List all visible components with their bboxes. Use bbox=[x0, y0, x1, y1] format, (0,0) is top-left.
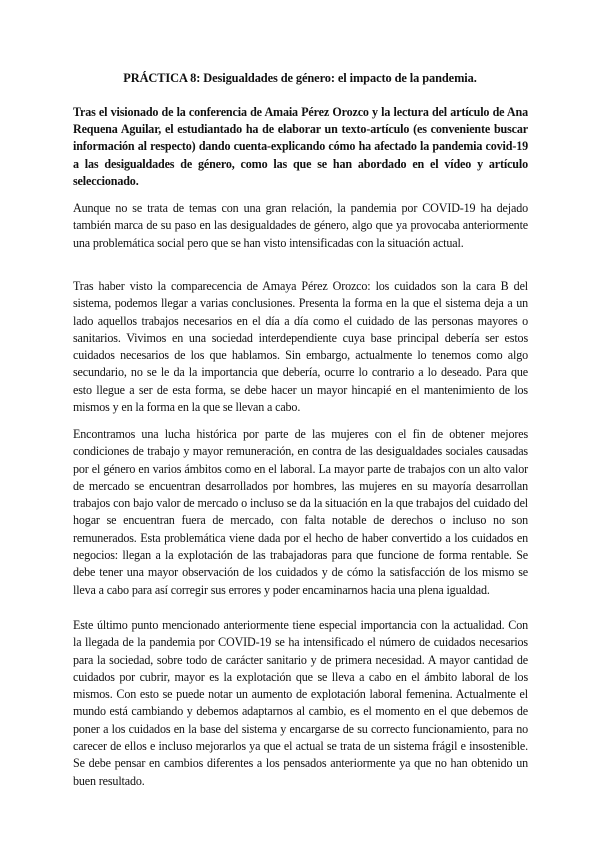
paragraph-1: Aunque no se trata de temas con una gran relación, la pandemia por COVID-19 ha dejado también marca de su paso en las desigualdades de género, algo que ya provocaba anteriormente una problemática social pero que se han visto intensificadas con la situación actual. bbox=[73, 201, 528, 250]
paragraph-2: Tras haber visto la comparecencia de Amaya Pérez Orozco: los cuidados son la cara B del sistema, podemos llegar a varias conclusiones. Presenta la forma en la que el sistema deja a un lado aquellos trabajos necesarios en el día a día como el cuidado de las personas mayores o sanitarios. Vivimos en una sociedad interdependiente cuya base principal debería ser estos cuidados necesarios de los que hablamos. Sin embargo, actualmente lo tenemos como algo secundario, no se le da la importancia que debería, ocurre lo contrario a lo deseado. Para que esto llegue a ser de esta forma, se debe hacer un mayor hincapié en el mantenimiento de los mismos y en la forma en la que se llevan a cabo. bbox=[73, 279, 528, 415]
paragraph-3: Encontramos una lucha histórica por parte de las mujeres con el fin de obtener mejores condiciones de trabajo y mayor remuneración, en contra de las desigualdades sociales causadas por el género en varios ámbitos como en el laboral. La mayor parte de trabajos con un alto valor de mercado se encuentran desarrollados por hombres, las mujeres en su mayoría desarrollan trabajos con bajo valor de mercado o incluso se da la situación en la que trabajos del cuidado del hogar se encuentran fuera de mercado, con falta notable de derechos o incluso no son remunerados. Esta problemática viene dada por el hecho de haber convertido a los cuidados en negocios: llegan a la explotación de las trabajadoras para que funcione de forma rentable. Se debe tener una mayor observación de los cuidados y de cómo la satisfacción de los mismo se lleva a cabo para así corregir sus errores y poder encaminarnos hacia una plena igualdad. bbox=[73, 427, 528, 597]
assignment-statement: Tras el visionado de la conferencia de Amaia Pérez Orozco y la lectura del artículo de Ana Requena Aguilar, el estudiantado ha de elaborar un texto-artículo (es conveniente buscar información al respecto) dando cuenta-explicando cómo ha afectado la pandemia covid-19 a las desigualdades de género, como las que se han abordado en el vídeo y artículo seleccionado. bbox=[73, 105, 528, 188]
document-title: PRÁCTICA 8: Desigualdades de género: el impacto de la pandemia. bbox=[123, 71, 477, 85]
paragraph-4: Este último punto mencionado anteriormente tiene especial importancia con la actualidad. Con la llegada de la pandemia por COVID-19 se ha intensificado el número de cuidados necesarios para la sociedad, sobre todo de carácter sanitario y de primera necesidad. A mayor cantidad de cuidados por cubrir, mayor es la explotación que se lleva a cabo en el ámbito laboral de los mismos. Con esto se puede notar un aumento de explotación laboral femenina. Actualmente el mundo está cambiando y debemos adaptarnos al cambio, es el momento en el que debemos de poner a los cuidados en la base del sistema y encargarse de su correcto funcionamiento, para no carecer de ellos e incluso mejorarlos ya que el actual se trata de un sistema frágil e insostenible. Se debe pensar en cambios diferentes a los pensados anteriormente ya que no han obtenido un buen resultado. bbox=[73, 618, 528, 788]
